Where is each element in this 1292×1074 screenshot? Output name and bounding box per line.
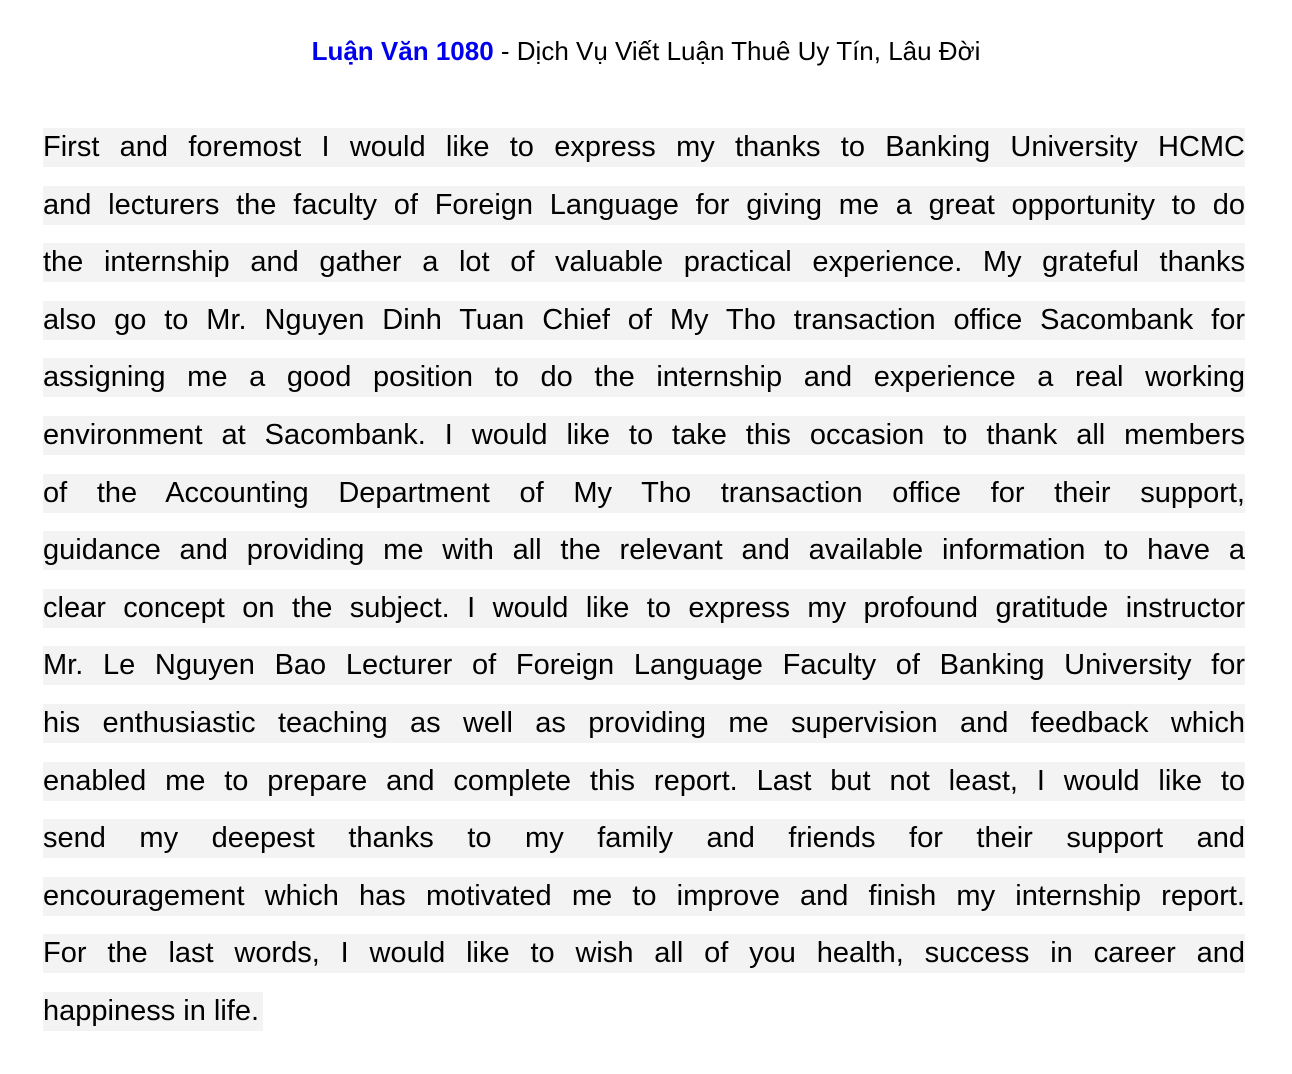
paragraph-line <box>43 704 1245 762</box>
paragraph-line <box>43 416 1245 474</box>
paragraph-line-text: assigning me a good position to do the internship and experience a real working <box>43 358 1245 397</box>
paragraph-line-text: For the last words, I would like to wish all of you health, success in career and <box>43 934 1245 973</box>
paragraph-line <box>43 646 1245 704</box>
acknowledgement-paragraph <box>43 128 1245 1050</box>
paragraph-line <box>43 358 1245 416</box>
paragraph-line-text: Mr. Le Nguyen Bao Lecturer of Foreign Language Faculty of Banking University for <box>43 646 1245 685</box>
paragraph-line <box>43 762 1245 820</box>
paragraph-line <box>43 474 1245 532</box>
paragraph-line-text: guidance and providing me with all the relevant and available information to have a <box>43 531 1245 570</box>
paragraph-line <box>43 186 1245 244</box>
paragraph-line <box>43 301 1245 359</box>
brand-link[interactable]: Luận Văn 1080 <box>311 36 494 66</box>
paragraph-line-text: First and foremost I would like to express my thanks to Banking University HCMC <box>43 128 1245 167</box>
page-header <box>0 36 1292 67</box>
paragraph-line <box>43 243 1245 301</box>
paragraph-line-text: happiness in life. <box>43 992 263 1031</box>
paragraph-line-text: also go to Mr. Nguyen Dinh Tuan Chief of My Tho transaction office Sacombank for <box>43 301 1245 340</box>
paragraph-line-text: the internship and gather a lot of valuable practical experience. My grateful thanks <box>43 243 1245 282</box>
paragraph-line <box>43 934 1245 992</box>
paragraph-line-text: of the Accounting Department of My Tho transaction office for their support, <box>43 474 1245 513</box>
paragraph-line-text: encouragement which has motivated me to improve and finish my internship report. <box>43 877 1245 916</box>
paragraph-line-text: and lecturers the faculty of Foreign Language for giving me a great opportunity to do <box>43 186 1245 225</box>
paragraph-line-text: his enthusiastic teaching as well as providing me supervision and feedback which <box>43 704 1245 743</box>
paragraph-line <box>43 128 1245 186</box>
paragraph-line-text: enabled me to prepare and complete this report. Last but not least, I would like to <box>43 762 1245 801</box>
paragraph-line <box>43 992 1245 1050</box>
paragraph-line <box>43 589 1245 647</box>
paragraph-line-text: environment at Sacombank. I would like to take this occasion to thank all members <box>43 416 1245 455</box>
header-tagline: - Dịch Vụ Viết Luận Thuê Uy Tín, Lâu Đời <box>493 36 981 66</box>
paragraph-line-text: clear concept on the subject. I would like to express my profound gratitude instructor <box>43 589 1245 628</box>
paragraph-line <box>43 531 1245 589</box>
paragraph-line-text: send my deepest thanks to my family and friends for their support and <box>43 819 1245 858</box>
paragraph-line <box>43 877 1245 935</box>
paragraph-line <box>43 819 1245 877</box>
